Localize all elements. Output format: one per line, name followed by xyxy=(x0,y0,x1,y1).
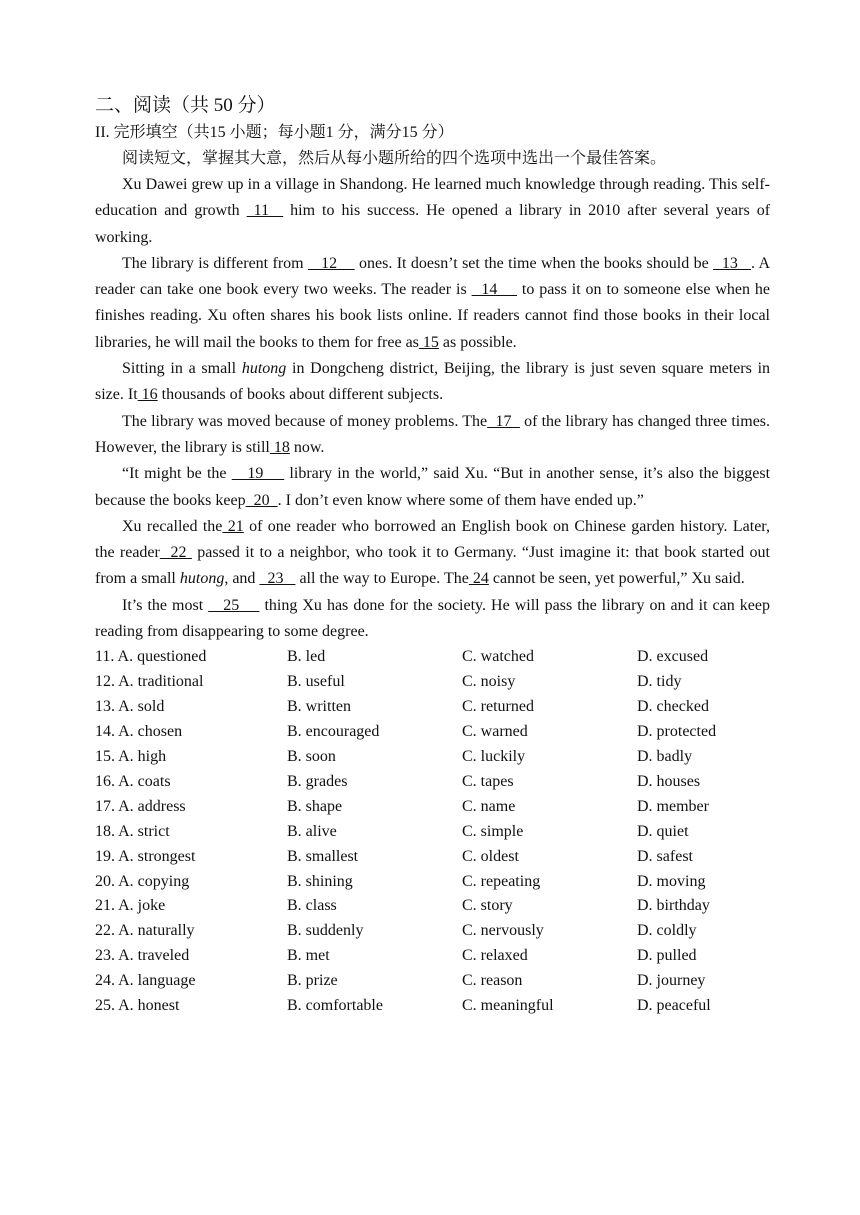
option-a: 22. A. naturally xyxy=(95,922,195,940)
passage-text: The library was moved because of money problems. The xyxy=(122,412,488,430)
italic-word: hutong xyxy=(179,570,225,588)
option-row-12 xyxy=(95,670,770,695)
blank-25: 25 xyxy=(208,596,260,614)
option-b: B. soon xyxy=(287,747,336,765)
option-b: B. led xyxy=(287,648,326,666)
passage-text: , and xyxy=(224,570,260,588)
option-row-17 xyxy=(95,795,770,820)
blank-14: 14 xyxy=(471,281,518,299)
option-b: B. suddenly xyxy=(287,922,364,940)
passage-paragraph-5 xyxy=(95,461,770,514)
option-b: B. grades xyxy=(287,772,348,790)
blank-15: 15 xyxy=(418,333,439,351)
option-a: 16. A. coats xyxy=(95,772,171,790)
passage-text: all the way to Europe. The xyxy=(295,570,469,588)
option-a: 19. A. strongest xyxy=(95,847,196,865)
option-a: 14. A. chosen xyxy=(95,723,183,741)
option-b: B. class xyxy=(287,897,337,915)
passage-text: cannot be seen, yet powerful,” Xu said. xyxy=(488,570,745,588)
option-c: C. story xyxy=(462,897,513,915)
passage-text: of one reader who borrowed an English book on Chinese garden history. Later, the reader xyxy=(95,517,770,562)
option-c: C. relaxed xyxy=(462,947,528,965)
option-c: C. returned xyxy=(462,698,534,716)
option-row-25 xyxy=(95,994,770,1019)
blank-21: 21 xyxy=(222,517,244,535)
passage-text: It’s the most xyxy=(122,596,209,614)
option-d: D. quiet xyxy=(637,822,689,840)
option-d: D. houses xyxy=(637,772,701,790)
blank-17: 17 xyxy=(487,412,520,430)
passage-text: Xu recalled the xyxy=(122,517,223,535)
option-d: D. journey xyxy=(637,972,706,990)
blank-23: 23 xyxy=(259,570,296,588)
option-row-23 xyxy=(95,944,770,969)
passage-text: Sitting in a small xyxy=(122,360,242,378)
option-row-24 xyxy=(95,969,770,994)
option-row-14 xyxy=(95,720,770,745)
option-c: C. simple xyxy=(462,822,524,840)
passage-text: thousands of books about different subjects. xyxy=(157,386,444,404)
passage-text: . I don’t even know where some of them have ended up.” xyxy=(277,491,644,509)
option-a: 18. A. strict xyxy=(95,822,170,840)
option-b: B. shape xyxy=(287,797,343,815)
option-a: 24. A. language xyxy=(95,972,196,990)
passage-text: to pass it on to someone else when he finishes reading. Xu often shares his book lists online. If readers cannot find those books in their local libraries, he will mail the books to them for free as xyxy=(95,281,771,351)
passage-text: Xu Dawei grew up in a village in Shandong. He learned much knowledge through reading. This self-education and growth xyxy=(95,176,770,220)
option-row-16 xyxy=(95,770,770,795)
passage-text: thing Xu has done for the society. He will pass the library on and it can keep reading from disappearing to some degree. xyxy=(95,596,770,641)
option-d: D. badly xyxy=(637,747,693,765)
passage-text: as possible. xyxy=(438,333,517,351)
option-d: D. coldly xyxy=(637,922,697,940)
option-c: C. luckily xyxy=(462,747,526,765)
passage-text: The library is different from xyxy=(122,254,308,272)
option-b: B. encouraged xyxy=(287,723,380,741)
option-b: B. written xyxy=(287,698,351,716)
option-b: B. alive xyxy=(287,822,337,840)
option-d: D. moving xyxy=(637,872,706,890)
option-d: D. birthday xyxy=(637,897,710,915)
option-c: C. noisy xyxy=(462,673,516,691)
passage-paragraph-3 xyxy=(95,356,770,409)
passage-text: passed it to a neighbor, who took it to Germany. “Just imagine it: that book started out from a small xyxy=(95,544,770,588)
option-row-20 xyxy=(95,870,770,895)
option-a: 15. A. high xyxy=(95,747,167,765)
option-b: B. prize xyxy=(287,972,338,990)
option-d: D. member xyxy=(637,797,709,815)
blank-12: 12 xyxy=(307,254,355,272)
option-b: B. smallest xyxy=(287,847,359,865)
passage-paragraph-4 xyxy=(95,409,770,462)
option-c: C. nervously xyxy=(462,922,544,940)
passage-paragraph-2 xyxy=(95,251,770,356)
passage-text: in Dongcheng district, Beijing, the library is just seven square meters in size. It xyxy=(95,360,771,404)
passage-paragraph-1 xyxy=(95,172,770,251)
passage-text: “It might be the xyxy=(122,465,232,483)
section-title: 二、阅读（共 50 分） xyxy=(95,95,276,116)
passage-paragraph-7 xyxy=(95,593,770,646)
passage-text: ones. It doesn’t set the time when the books should be xyxy=(354,254,714,272)
option-c: C. warned xyxy=(462,723,528,741)
option-d: D. tidy xyxy=(637,673,682,691)
passage-text: him to his success. He opened a library in 2010 after several years of working. xyxy=(95,202,771,246)
option-a: 25. A. honest xyxy=(95,997,180,1015)
option-b: B. shining xyxy=(287,872,353,890)
option-row-18 xyxy=(95,820,770,845)
option-row-19 xyxy=(95,845,770,870)
blank-13: 13 xyxy=(713,254,751,272)
blank-16: 16 xyxy=(137,386,158,404)
option-a: 13. A. sold xyxy=(95,698,165,716)
blank-22: 22 xyxy=(159,544,192,562)
option-b: B. comfortable xyxy=(287,997,383,1015)
blank-11: 11 xyxy=(246,202,284,220)
option-a: 23. A. traveled xyxy=(95,947,190,965)
italic-word: hutong xyxy=(241,360,287,378)
option-a: 11. A. questioned xyxy=(95,648,207,666)
option-a: 12. A. traditional xyxy=(95,673,204,691)
exam-page xyxy=(95,92,770,1019)
blank-24: 24 xyxy=(468,570,489,588)
passage-text: now. xyxy=(289,438,325,456)
option-d: D. checked xyxy=(637,698,709,716)
option-a: 21. A. joke xyxy=(95,897,166,915)
option-row-15 xyxy=(95,745,770,770)
option-c: C. repeating xyxy=(462,872,541,890)
answer-options xyxy=(95,645,770,1019)
instruction: 阅读短文，掌握其大意，然后从每小题所给的四个选项中选出一个最佳答案。 xyxy=(122,150,667,167)
option-c: C. tapes xyxy=(462,772,514,790)
blank-18: 18 xyxy=(269,438,290,456)
option-row-21 xyxy=(95,894,770,919)
option-row-13 xyxy=(95,695,770,720)
blank-20: 20 xyxy=(245,491,278,509)
blank-19: 19 xyxy=(231,465,285,483)
option-b: B. met xyxy=(287,947,330,965)
option-d: D. safest xyxy=(637,847,693,865)
option-row-11 xyxy=(95,645,770,670)
option-c: C. name xyxy=(462,797,516,815)
option-c: C. watched xyxy=(462,648,534,666)
part-title: II. 完形填空（共15 小题；每小题1 分，满分15 分） xyxy=(95,124,454,141)
option-d: D. excused xyxy=(637,648,709,666)
option-c: C. meaningful xyxy=(462,997,554,1015)
option-d: D. peaceful xyxy=(637,997,711,1015)
option-a: 17. A. address xyxy=(95,797,186,815)
option-row-22 xyxy=(95,919,770,944)
option-d: D. protected xyxy=(637,723,717,741)
passage-paragraph-6 xyxy=(95,514,770,593)
passage-text: of the library has changed three times. However, the library is still xyxy=(95,412,771,456)
passage-text: . A reader can take one book every two weeks. The reader is xyxy=(95,254,771,299)
option-c: C. reason xyxy=(462,972,523,990)
option-a: 20. A. copying xyxy=(95,872,190,890)
passage-text: library in the world,” said Xu. “But in another sense, it’s also the biggest because the books keep xyxy=(95,465,771,509)
option-b: B. useful xyxy=(287,673,345,691)
option-d: D. pulled xyxy=(637,947,697,965)
option-c: C. oldest xyxy=(462,847,519,865)
